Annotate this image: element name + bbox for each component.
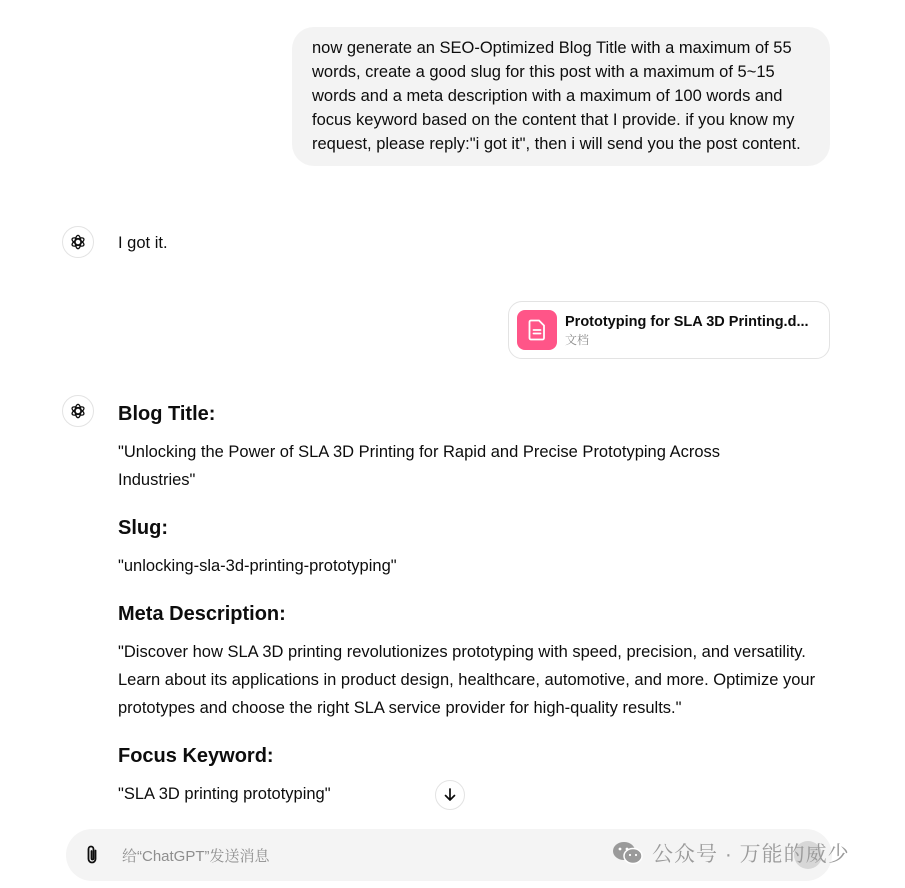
openai-logo-icon	[68, 232, 88, 252]
message-input[interactable]	[120, 829, 604, 883]
section-heading: Slug:	[118, 517, 168, 539]
attachment-name: Prototyping for SLA 3D Printing.d...	[565, 313, 809, 330]
paperclip-icon	[82, 844, 102, 866]
scroll-down-button[interactable]	[435, 780, 465, 810]
section-heading: Focus Keyword:	[118, 745, 274, 767]
section-body: "unlocking-sla-3d-printing-prototyping"	[118, 557, 397, 575]
user-message-text: now generate an SEO-Optimized Blog Title with a maximum of 55 words, create a good slug for this post with a maximum of 5~15 words and a meta description with a maximum of 100 words and focus keyword based on the content that I provide. if you know my request, please reply:"i got it", then i will send you the post content.	[312, 39, 801, 153]
section-heading: Blog Title:	[118, 403, 216, 425]
assistant-reply-text: I got it.	[118, 234, 168, 252]
document-icon	[517, 310, 557, 350]
assistant-avatar	[62, 395, 94, 427]
section-body: "Unlocking the Power of SLA 3D Printing for Rapid and Precise Prototyping Across Industries"	[118, 443, 721, 489]
openai-logo-icon	[68, 401, 88, 421]
user-message-bubble	[292, 27, 830, 166]
attachment-type: 文档	[565, 332, 590, 347]
assistant-answer	[118, 398, 838, 808]
arrow-down-icon	[442, 787, 458, 803]
section-heading: Meta Description:	[118, 603, 286, 625]
section-body: "Discover how SLA 3D printing revolutionizes prototyping with speed, precision, and versatility. Learn about its applications in product design, healthcare, automotive, and more. Optimize your prototypes and choose the right SLA service provider for high-quality results."	[118, 643, 816, 717]
attachment-card[interactable]	[508, 301, 830, 359]
attach-button[interactable]	[80, 843, 104, 867]
wechat-icon	[612, 840, 644, 866]
assistant-avatar	[62, 226, 94, 258]
watermark	[612, 836, 850, 870]
watermark-text: 公众号 · 万能的威少	[652, 843, 850, 866]
section-body: "SLA 3D printing prototyping"	[118, 785, 331, 803]
